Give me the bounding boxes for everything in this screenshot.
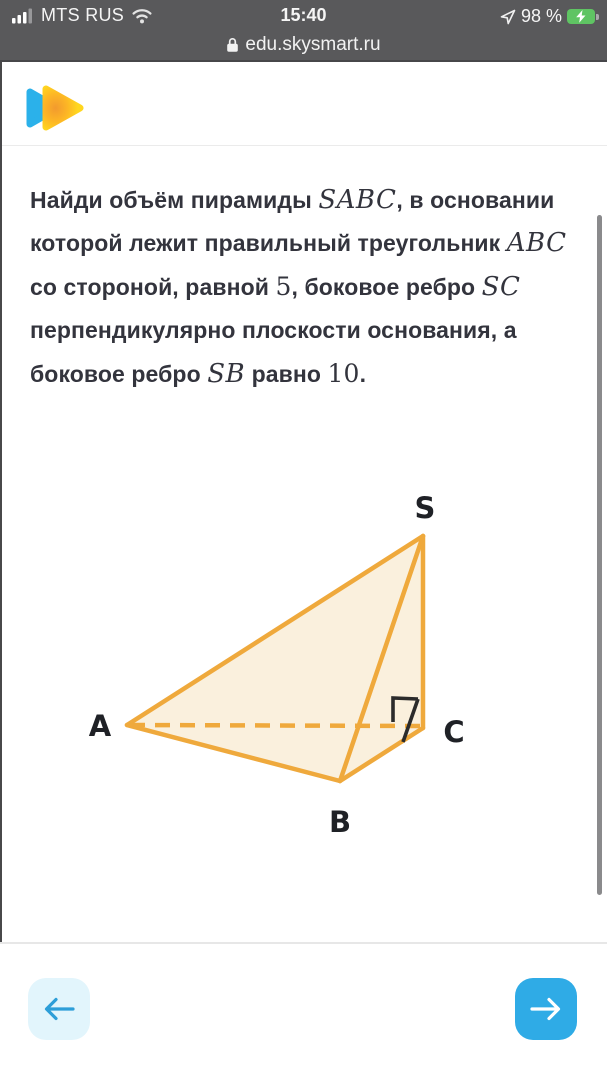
problem-text-segment: SB (207, 359, 246, 389)
problem-text-segment: Найди объём пирамиды (30, 187, 319, 213)
problem-text-segment: перпендикулярно плоскости основания, а боковое ребро (30, 317, 517, 387)
skysmart-logo[interactable] (24, 83, 86, 133)
url-text: edu.skysmart.ru (245, 34, 381, 55)
problem-text-segment: , боковое ребро (291, 274, 482, 300)
wifi-icon (131, 8, 153, 24)
problem-text-segment: , в основании которой лежит правильный треугольник (30, 187, 555, 256)
problem-text-segment: равно (245, 361, 328, 387)
vertex-label-A: A (88, 709, 112, 743)
next-button[interactable] (515, 978, 577, 1040)
app-header (0, 62, 607, 146)
arrow-left-icon (42, 995, 76, 1023)
problem-text-segment: со стороной, равной (30, 274, 276, 300)
status-row (0, 5, 607, 31)
lock-icon (226, 37, 239, 53)
problem-text-segment: 5 (275, 272, 292, 301)
carrier-label: MTS RUS (41, 5, 125, 25)
battery-percent-label: 98 % (520, 6, 562, 26)
logo-yellow-triangle (46, 89, 80, 127)
charging-bolt-icon (567, 9, 595, 24)
arrow-right-icon (529, 995, 563, 1023)
problem-text-segment: SC (481, 272, 521, 302)
footer-divider (0, 942, 607, 944)
problem-text-segment: ABC (506, 228, 567, 258)
problem-text-segment: . (359, 361, 367, 387)
signal-bars-icon (12, 8, 34, 24)
pyramid-fill (127, 536, 423, 781)
url-bar[interactable] (0, 34, 607, 58)
problem-statement (30, 179, 586, 396)
vertex-label-S: S (414, 491, 436, 525)
vertex-label-C: C (443, 715, 465, 749)
problem-text-segment: 10 (327, 359, 360, 388)
problem-text-segment: SABC (318, 185, 397, 215)
screen-edge-line (0, 62, 2, 943)
back-button[interactable] (28, 978, 90, 1040)
page-scrollbar[interactable] (597, 215, 602, 895)
location-arrow-icon (500, 9, 516, 25)
clock: 15:40 (280, 5, 327, 25)
vertex-label-B: B (328, 805, 352, 839)
pyramid-figure (0, 470, 530, 870)
battery-charging-icon (567, 9, 600, 24)
status-bar (0, 0, 607, 62)
